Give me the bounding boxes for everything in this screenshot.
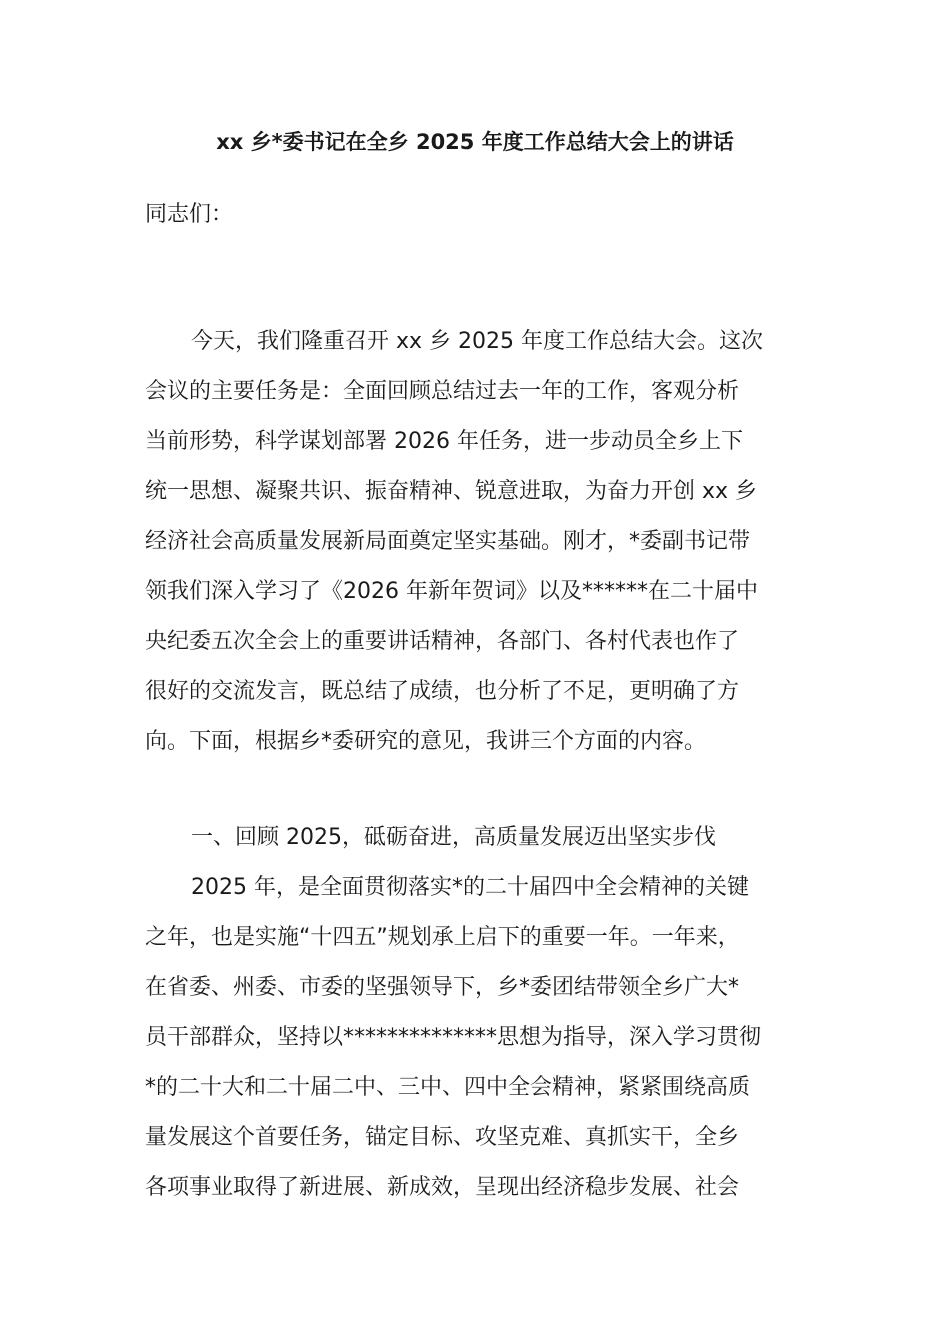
paragraph-line: 量发展这个首要任务，锚定目标、攻坚克难、真抓实干，全乡 (145, 1125, 740, 1150)
paragraph-line: 2025 年，是全面贯彻落实*的二十届四中全会精神的关键 (191, 875, 749, 900)
paragraph-line: 之年，也是实施“十四五”规划承上启下的重要一年。一年来， (145, 925, 740, 950)
paragraph-opening (145, 317, 805, 767)
paragraph-line: 会议的主要任务是：全面回顾总结过去一年的工作，客观分析 (145, 379, 740, 404)
paragraph-line: 向。下面，根据乡*委研究的意见，我讲三个方面的内容。 (145, 729, 707, 754)
section-heading-text: 一、回顾 2025，砥砺奋进，高质量发展迈出坚实步伐 (191, 825, 716, 850)
paragraph-line: *的二十大和二十届二中、三中、四中全会精神，紧紧围绕高质 (145, 1075, 751, 1100)
paragraph-line: 统一思想、凝聚共识、振奋精神、锐意进取，为奋力开创 xx 乡 (145, 479, 758, 504)
paragraph-line: 经济社会高质量发展新局面奠定坚实基础。刚才，*委副书记带 (145, 529, 751, 554)
paragraph-line: 在省委、州委、市委的坚强领导下，乡*委团结带领全乡广大* (145, 975, 740, 1000)
paragraph-review-2025 (145, 863, 805, 1213)
paragraph-line: 当前形势，科学谋划部署 2026 年任务，进一步动员全乡上下 (145, 429, 743, 454)
paragraph-line: 央纪委五次全会上的重要讲话精神，各部门、各村代表也作了 (145, 629, 740, 654)
paragraph-line: 很好的交流发言，既总结了成绩，也分析了不足，更明确了方 (145, 679, 740, 704)
section-heading-1 (145, 813, 805, 863)
paragraph-line: 今天，我们隆重召开 xx 乡 2025 年度工作总结大会。这次 (191, 329, 764, 354)
salutation: 同志们： (145, 202, 234, 227)
paragraph-line: 领我们深入学习了《2026 年新年贺词》以及******在二十届中 (145, 579, 758, 604)
paragraph-line: 各项事业取得了新进展、新成效，呈现出经济稳步发展、社会 (145, 1175, 740, 1200)
document-title: xx 乡*委书记在全乡 2025 年度工作总结大会上的讲话 (216, 130, 734, 154)
paragraph-line: 员干部群众，坚持以**************思想为指导，深入学习贯彻 (145, 1025, 762, 1050)
